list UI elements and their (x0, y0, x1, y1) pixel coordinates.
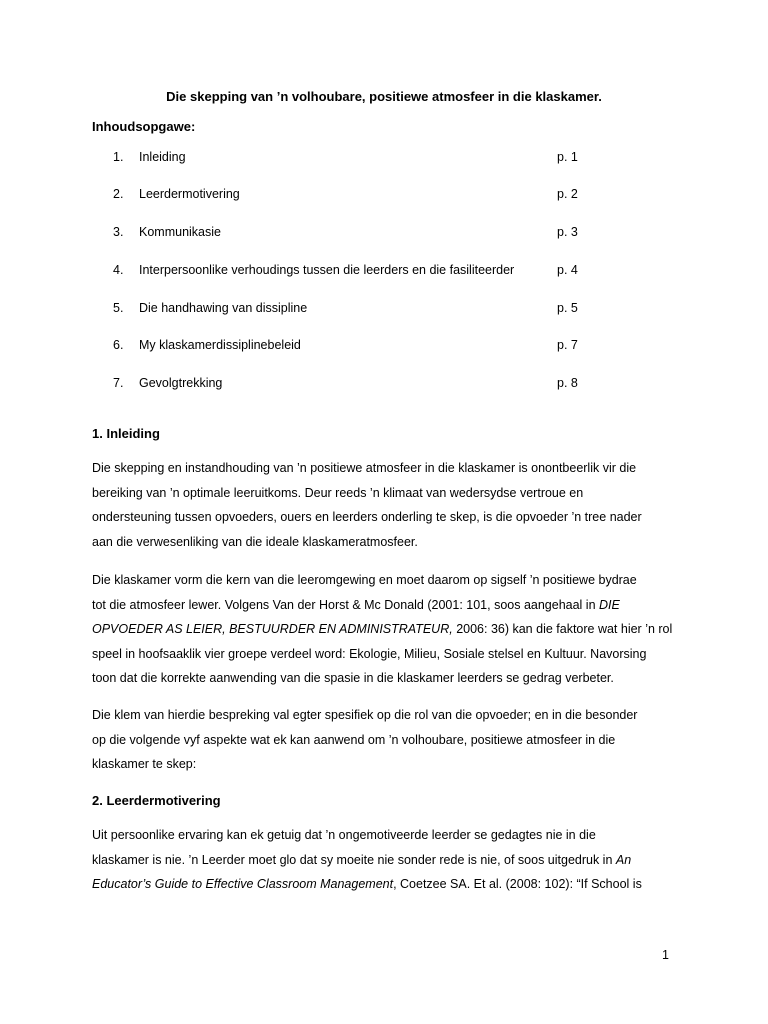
paragraph-text: 2006: 36) kan die faktore wat hier ’n rol (452, 622, 673, 637)
toc-entry (0, 148, 768, 166)
paragraph-line (92, 872, 682, 897)
toc-entry-label: Die handhawing van dissipline (139, 301, 308, 315)
paragraph-text: , Coetzee SA. Et al. (2008: 102): “If School is (393, 877, 642, 892)
book-title-italic: Educator’s Guide to Effective Classroom Management (92, 877, 394, 892)
toc-entry (0, 223, 768, 241)
toc-entry-page: p. 3 (557, 225, 578, 239)
paragraph-line: aan die verwesenliking van die ideale klaskameratmosfeer. (92, 534, 418, 549)
toc-entry-page: p. 7 (557, 338, 578, 352)
toc-entry-label: Leerdermotivering (139, 187, 240, 201)
paragraph-line: toon dat die korrekte aanwending van die spasie in die klaskamer leerders se gedrag verbeter. (92, 671, 614, 686)
paragraph-line: speel in hoofsaaklik vier groepe verdeel word: Ekologie, Milieu, Sosiale stelsel en Kultuur. Navorsing (92, 646, 647, 661)
paragraph-line (92, 617, 682, 642)
toc-entry (0, 299, 768, 317)
toc-entry (0, 261, 768, 279)
paragraph-line: ondersteuning tussen opvoeders, ouers en leerders onderling te skep, is die opvoeder ’n tree nader (92, 510, 642, 525)
toc-entry-page: p. 1 (557, 150, 578, 164)
paragraph-line: Die klaskamer vorm die kern van die leeromgewing en moet daarom op sigself ’n positiewe bydrae (92, 573, 637, 587)
toc-entry (0, 336, 768, 354)
toc-entry (0, 374, 768, 392)
paragraph-line: op die volgende vyf aspekte wat ek kan aanwend om ’n volhoubare, positiewe atmosfeer in die (92, 732, 616, 747)
toc-entry-number: 5. (113, 301, 124, 315)
paragraph-text: klaskamer is nie. ’n Leerder moet glo dat sy moeite nie sonder rede is nie, of soos uitgedruk in (92, 852, 616, 867)
toc-entry (0, 185, 768, 203)
toc-entry-label: My klaskamerdissiplinebeleid (139, 338, 301, 352)
toc-entry-page: p. 5 (557, 301, 578, 315)
toc-entry-page: p. 4 (557, 263, 578, 277)
toc-heading: Inhoudsopgawe: (92, 119, 196, 134)
toc-entry-label: Gevolgtrekking (139, 376, 223, 390)
document-title: Die skepping van ’n volhoubare, positiewe atmosfeer in die klaskamer. (166, 89, 602, 104)
paragraph-inleiding-3 (92, 703, 682, 777)
toc-entry-number: 4. (113, 263, 124, 277)
book-title-italic: OPVOEDER AS LEIER, BESTUURDER EN ADMINISTRATEUR, (92, 622, 453, 637)
paragraph-line: Die skepping en instandhouding van ’n positiewe atmosfeer in die klaskamer is onontbeerlik vir die (92, 461, 637, 475)
paragraph-inleiding-1 (92, 456, 682, 554)
toc-entry-page: p. 8 (557, 376, 578, 390)
section-heading-inleiding: 1. Inleiding (92, 426, 160, 441)
toc-entry-number: 6. (113, 338, 124, 352)
toc-entry-number: 2. (113, 187, 124, 201)
toc-entry-label: Kommunikasie (139, 225, 221, 239)
book-title-italic: DIE (599, 597, 620, 612)
paragraph-leerdermotivering-1 (92, 823, 682, 897)
page-number: 1 (662, 948, 669, 962)
paragraph-line (92, 593, 682, 618)
paragraph-line: bereiking van ’n optimale leeruitkoms. Deur reeds ’n klimaat van wedersydse vertroue en (92, 485, 584, 500)
toc-entry-label: Interpersoonlike verhoudings tussen die leerders en die fasiliteerder (139, 263, 515, 277)
paragraph-line (92, 848, 682, 873)
paragraph-inleiding-2 (92, 568, 682, 691)
toc-entry-number: 3. (113, 225, 124, 239)
paragraph-line: klaskamer te skep: (92, 757, 197, 772)
toc-entry-number: 7. (113, 376, 124, 390)
paragraph-text: tot die atmosfeer lewer. Volgens Van der Horst & Mc Donald (2001: 101, soos aangehaal in (92, 597, 600, 612)
paragraph-line: Die klem van hierdie bespreking val egter spesifiek op die rol van die opvoeder; en in die besonder (92, 708, 638, 722)
paragraph-line: Uit persoonlike ervaring kan ek getuig dat ’n ongemotiveerde leerder se gedagtes nie in die (92, 828, 596, 842)
book-title-italic: An (615, 852, 632, 867)
section-heading-leerdermotivering: 2. Leerdermotivering (92, 793, 221, 808)
toc-entry-page: p. 2 (557, 187, 578, 201)
toc-entry-number: 1. (113, 150, 124, 164)
toc-entry-label: Inleiding (139, 150, 186, 164)
